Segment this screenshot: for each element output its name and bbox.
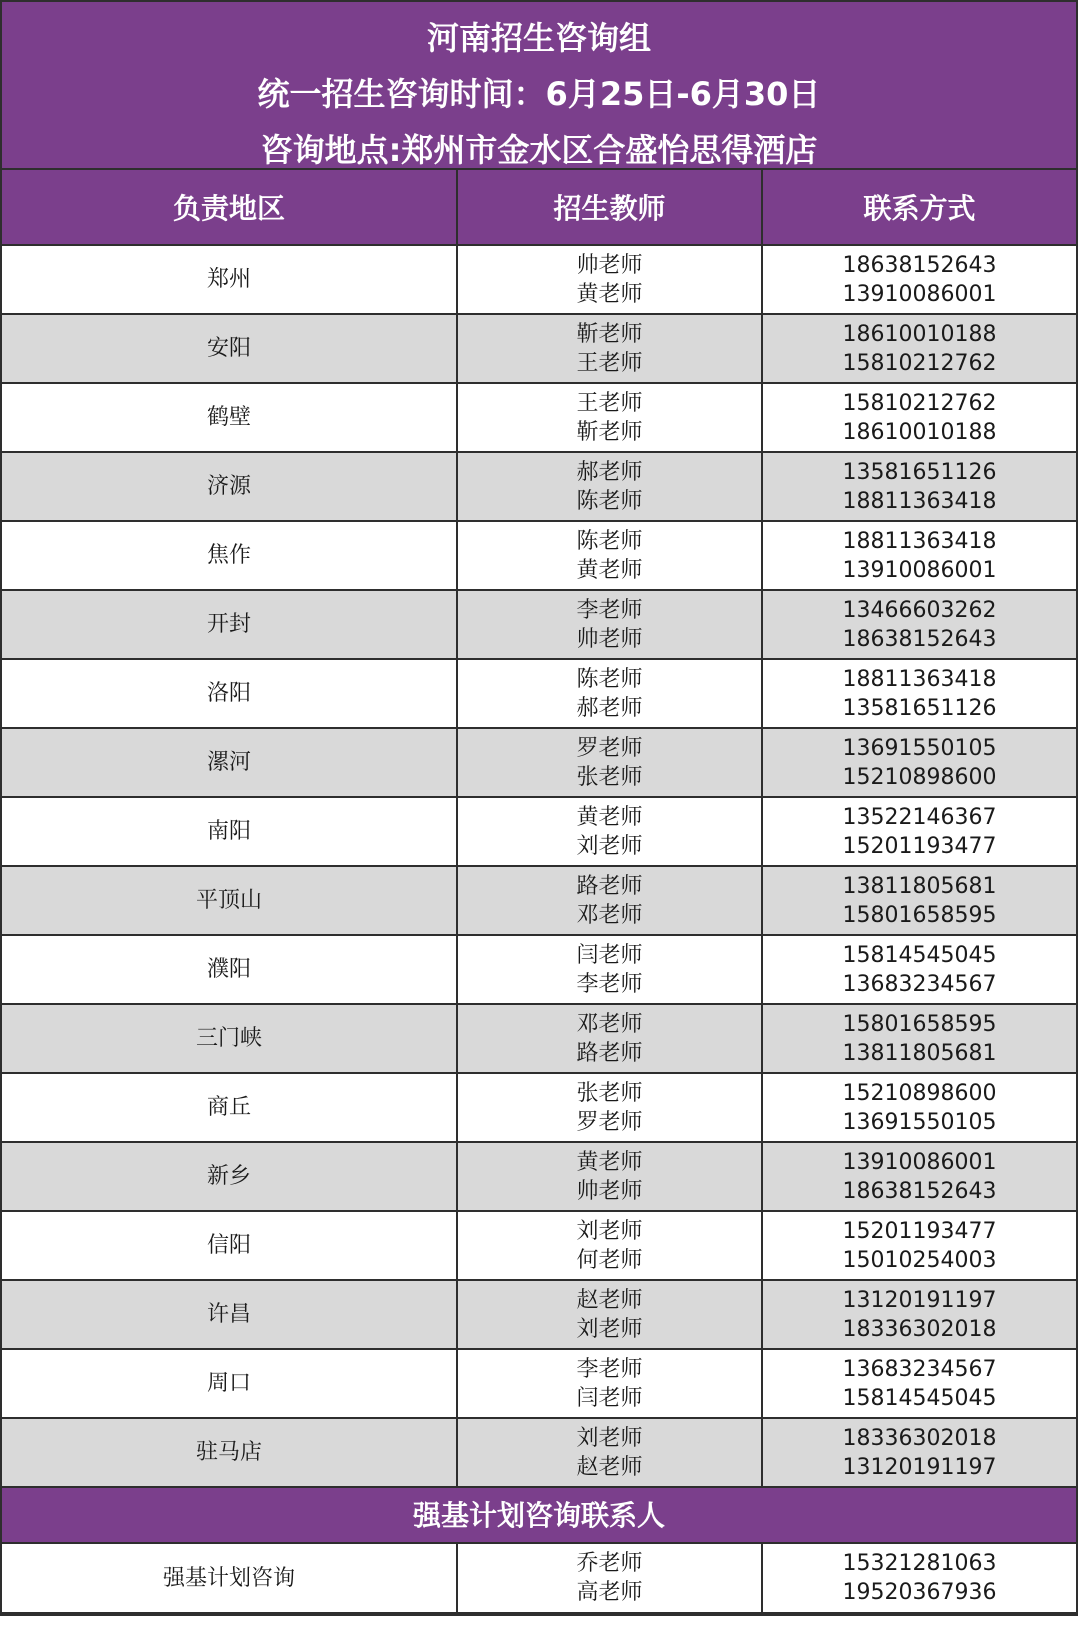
page-title: 河南招生咨询组 <box>426 19 651 57</box>
teacher-cell <box>457 314 762 383</box>
region-cell: 平顶山 <box>2 866 457 935</box>
teacher-cell <box>457 590 762 659</box>
region-cell: 开封 <box>2 590 457 659</box>
phone-cell <box>762 590 1076 659</box>
teacher-name: 李老师 <box>576 1356 643 1382</box>
teacher-name: 张老师 <box>576 1080 643 1106</box>
phone-cell <box>762 314 1076 383</box>
teacher-cell <box>457 521 762 590</box>
phone-number: 13522146367 <box>842 804 997 830</box>
phone-cell <box>762 1004 1076 1073</box>
phone-cell <box>762 1211 1076 1280</box>
phone-number: 13910086001 <box>842 557 997 583</box>
teacher-name: 黄老师 <box>576 804 643 830</box>
phone-number: 13466603262 <box>842 597 997 623</box>
teacher-cell <box>457 452 762 521</box>
phone-number: 13683234567 <box>842 971 997 997</box>
phone-number: 15810212762 <box>842 390 997 416</box>
header-banner <box>2 2 1076 170</box>
teacher-name: 郝老师 <box>576 695 643 721</box>
phone-cell <box>762 866 1076 935</box>
phone-number: 15210898600 <box>842 764 997 790</box>
teacher-cell <box>457 728 762 797</box>
phone-number: 15810212762 <box>842 350 997 376</box>
table-row <box>2 797 1076 866</box>
contact-table <box>2 170 1076 1614</box>
teacher-name: 邓老师 <box>576 1011 643 1037</box>
table-body <box>2 245 1076 1487</box>
region-cell: 南阳 <box>2 797 457 866</box>
region-cell: 鹤壁 <box>2 383 457 452</box>
phone-cell <box>762 1073 1076 1142</box>
consultation-time: 统一招生咨询时间：6月25日-6月30日 <box>257 75 821 113</box>
phone-number: 13811805681 <box>842 873 997 899</box>
region-cell: 信阳 <box>2 1211 457 1280</box>
section-body <box>2 1487 1076 1613</box>
phone-number: 13910086001 <box>842 281 997 307</box>
region-cell: 驻马店 <box>2 1418 457 1487</box>
teacher-name: 李老师 <box>576 971 643 997</box>
teacher-name: 高老师 <box>576 1580 643 1605</box>
phone-number: 13910086001 <box>842 1149 997 1175</box>
table-row <box>2 314 1076 383</box>
teacher-name: 闫老师 <box>576 1385 643 1411</box>
teacher-cell <box>457 1004 762 1073</box>
teacher-cell <box>457 1418 762 1487</box>
table-row <box>2 1418 1076 1487</box>
table-row <box>2 1004 1076 1073</box>
phone-cell <box>762 383 1076 452</box>
teacher-name: 刘老师 <box>576 1218 643 1244</box>
teacher-name: 靳老师 <box>576 419 643 445</box>
teacher-name: 陈老师 <box>576 488 643 514</box>
phone-number: 13120191197 <box>842 1454 997 1480</box>
phone-number: 15201193477 <box>842 833 997 859</box>
teacher-cell <box>457 1211 762 1280</box>
phone-number: 13581651126 <box>842 695 997 721</box>
phone-number: 13691550105 <box>842 735 997 761</box>
teacher-cell <box>457 383 762 452</box>
section-header-row <box>2 1487 1076 1543</box>
phone-cell <box>762 1349 1076 1418</box>
region-cell: 洛阳 <box>2 659 457 728</box>
phone-number: 13120191197 <box>842 1287 997 1313</box>
region-cell: 三门峡 <box>2 1004 457 1073</box>
teacher-cell <box>457 935 762 1004</box>
table-row <box>2 728 1076 797</box>
region-cell: 漯河 <box>2 728 457 797</box>
table-row <box>2 659 1076 728</box>
table-row <box>2 452 1076 521</box>
table-row <box>2 590 1076 659</box>
teacher-name: 何老师 <box>576 1247 643 1273</box>
table-row <box>2 1073 1076 1142</box>
phone-cell <box>762 1142 1076 1211</box>
teacher-name: 罗老师 <box>576 1109 643 1135</box>
phone-number: 15814545045 <box>842 1385 997 1411</box>
region-cell: 新乡 <box>2 1142 457 1211</box>
teacher-name: 陈老师 <box>576 666 643 692</box>
table-row <box>2 1142 1076 1211</box>
teacher-name: 赵老师 <box>576 1454 643 1480</box>
phone-cell <box>762 521 1076 590</box>
teacher-name: 陈老师 <box>576 528 643 554</box>
phone-number: 18336302018 <box>842 1425 997 1451</box>
phone-number: 18610010188 <box>842 419 997 445</box>
table-row <box>2 1349 1076 1418</box>
phone-number: 15010254003 <box>842 1247 997 1273</box>
teacher-name: 靳老师 <box>576 321 643 347</box>
phone-number: 15321281063 <box>842 1551 997 1576</box>
teacher-cell <box>457 866 762 935</box>
phone-number: 18811363418 <box>842 488 997 514</box>
teacher-name: 帅老师 <box>576 1178 643 1204</box>
teacher-cell <box>457 245 762 314</box>
phone-cell <box>762 1418 1076 1487</box>
phone-number: 15210898600 <box>842 1080 997 1106</box>
phone-number: 18638152643 <box>842 252 997 278</box>
teacher-name: 王老师 <box>576 390 643 416</box>
teacher-name: 刘老师 <box>576 1316 643 1342</box>
table-row <box>2 383 1076 452</box>
teacher-name: 郝老师 <box>576 459 643 485</box>
phone-number: 15801658595 <box>842 902 997 928</box>
phone-number: 18610010188 <box>842 321 997 347</box>
region-cell: 济源 <box>2 452 457 521</box>
teacher-name: 路老师 <box>576 873 643 899</box>
column-header-teacher: 招生教师 <box>457 170 762 245</box>
phone-number: 18638152643 <box>842 1178 997 1204</box>
teacher-name: 张老师 <box>576 764 643 790</box>
table-row <box>2 1280 1076 1349</box>
teacher-name: 帅老师 <box>576 252 643 278</box>
region-cell: 濮阳 <box>2 935 457 1004</box>
column-header-region: 负责地区 <box>2 170 457 245</box>
teacher-cell <box>457 797 762 866</box>
table-row <box>2 866 1076 935</box>
region-cell: 强基计划咨询 <box>2 1543 457 1613</box>
teacher-name: 赵老师 <box>576 1287 643 1313</box>
teacher-name: 黄老师 <box>576 557 643 583</box>
consultation-location: 咨询地点:郑州市金水区合盛怡思得酒店 <box>260 131 818 169</box>
phone-number: 18336302018 <box>842 1316 997 1342</box>
phone-cell <box>762 452 1076 521</box>
table-row <box>2 521 1076 590</box>
phone-number: 18638152643 <box>842 626 997 652</box>
teacher-cell <box>457 659 762 728</box>
teacher-name: 路老师 <box>576 1040 643 1066</box>
phone-cell <box>762 797 1076 866</box>
region-cell: 许昌 <box>2 1280 457 1349</box>
teacher-name: 乔老师 <box>576 1551 643 1576</box>
region-cell: 周口 <box>2 1349 457 1418</box>
teacher-cell <box>457 1349 762 1418</box>
phone-number: 13683234567 <box>842 1356 997 1382</box>
phone-number: 19520367936 <box>842 1580 997 1605</box>
phone-number: 15801658595 <box>842 1011 997 1037</box>
phone-number: 15814545045 <box>842 942 997 968</box>
teacher-name: 黄老师 <box>576 281 643 307</box>
teacher-name: 闫老师 <box>576 942 643 968</box>
teacher-name: 李老师 <box>576 597 643 623</box>
teacher-name: 王老师 <box>576 350 643 376</box>
phone-number: 18811363418 <box>842 528 997 554</box>
region-cell: 焦作 <box>2 521 457 590</box>
teacher-cell <box>457 1073 762 1142</box>
teacher-name: 刘老师 <box>576 833 643 859</box>
section-title: 强基计划咨询联系人 <box>2 1487 1076 1543</box>
phone-number: 13581651126 <box>842 459 997 485</box>
teacher-cell <box>457 1280 762 1349</box>
phone-cell <box>762 659 1076 728</box>
table-header-row <box>2 170 1076 245</box>
table-row <box>2 935 1076 1004</box>
teacher-name: 帅老师 <box>576 626 643 652</box>
region-cell: 郑州 <box>2 245 457 314</box>
phone-cell <box>762 1543 1076 1613</box>
region-cell: 安阳 <box>2 314 457 383</box>
table-row <box>2 245 1076 314</box>
phone-cell <box>762 728 1076 797</box>
phone-cell <box>762 1280 1076 1349</box>
phone-cell <box>762 935 1076 1004</box>
phone-number: 15201193477 <box>842 1218 997 1244</box>
phone-number: 18811363418 <box>842 666 997 692</box>
region-cell: 商丘 <box>2 1073 457 1142</box>
teacher-cell <box>457 1142 762 1211</box>
phone-cell <box>762 245 1076 314</box>
teacher-cell <box>457 1543 762 1613</box>
phone-number: 13691550105 <box>842 1109 997 1135</box>
table-row <box>2 1211 1076 1280</box>
teacher-name: 黄老师 <box>576 1149 643 1175</box>
teacher-name: 刘老师 <box>576 1425 643 1451</box>
table-row <box>2 1543 1076 1613</box>
teacher-name: 罗老师 <box>576 735 643 761</box>
teacher-name: 邓老师 <box>576 902 643 928</box>
column-header-contact: 联系方式 <box>762 170 1076 245</box>
phone-number: 13811805681 <box>842 1040 997 1066</box>
